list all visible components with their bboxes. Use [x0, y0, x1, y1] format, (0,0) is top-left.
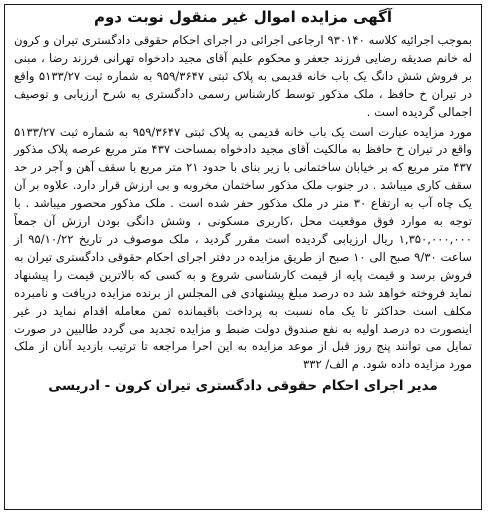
auction-notice [4, 4, 482, 510]
notice-title: آگهی مزایده اموال غیر منقول نوبت دوم [93, 8, 393, 26]
notice-paragraph-1: بموجب اجرائیه کلاسه ۹۳۰۱۴۰ ارجاعی اجرائی در اجرای احکام حقوقی دادگستری تیران و کرون له خانم صدیقه رضایی فرزند جعفر و محکوم علیم آقای مجید دادخواه تهرانی فرزند رضا ، مبنی بر فروش شش دانگ یک باب خانه قدیمی به پلاک ثبتی ۹۵۹/۳۶۴۷ به شماره ثبت ۵۱۳۳/۲۷ واقع در تیران خ حافظ ، ملک مذکور توسط کارشناس رسمی دادگستری به شرح ارزیابی و توصیف اجمالی گردیده است . [14, 33, 472, 119]
notice-signature: مدیر اجرای احکام حقوقی دادگستری تیران کرون - ادریسی [48, 378, 438, 395]
notice-paragraph-2: مورد مزایده عبارت است یک باب خانه قدیمی به پلاک ثبتی ۹۵۹/۳۶۴۷ به شماره ثبت ۵۱۳۳/۲۷ واقع در تیران خ حافظ به مالکیت آقای مجید دادخواه بمساحت ۴۳۷ متر مربع عرصه پلاک مذکور ۴۳۷ متر مربع که بر خیابان ساختمانی با زیر بنای با حدود ۲۱ متر مربع با سقف آهن و آجر در حد سقف کاری میباشد . در جنوب ملک مذکور ساختمان مخروبه و بی ارزش قرار دارد. علاوه بر آن یک چاه آب به ارتفاع ۳۰ متر در ملک مذکور حفر شده است . ملک مذکور محصور میباشد . با توجه به موارد فوق موقعیت محل ،کاربری مسکونی ، وشش دانگی بودن ارزش آن جمعاً ۱,۳۵۰,۰۰۰,۰۰۰ ریال ارزیابی گردیده است مقرر گردید ، ملک موصوف در تاریخ ۹۵/۱۰/۲۲ از ساعت ۹/۳۰ صبح الی ۱۰ صبح از طریق مزایده در دفتر اجرای احکام حقوقی دادگستری تیران به فروش برسد و قیمت پایه از قیمت کارشناسی شروع و به کسی که بالاترین قیمت را پیشنهاد نماید فروخته خواهد شد ده درصد مبلغ پیشنهادی فی المجلس از برنده مزایده دریافت و نامبرده مکلف است حداکثر تا یک ماه نسبت به پرداخت باقیمانده ثمن معامله اقدام نماید در غیر اینصورت ده درصد اولیه به نفع صندوق دولت ضبط و مزایده تجدید می گردد طالبین در صورت تمایل می توانند پنج روز قبل از موعد مزایده به این احرا مراجعه تا ترتیب بازدید آنان از ملک مورد مزایده داده شود. م الف/ ۳۳۲ [14, 124, 473, 372]
